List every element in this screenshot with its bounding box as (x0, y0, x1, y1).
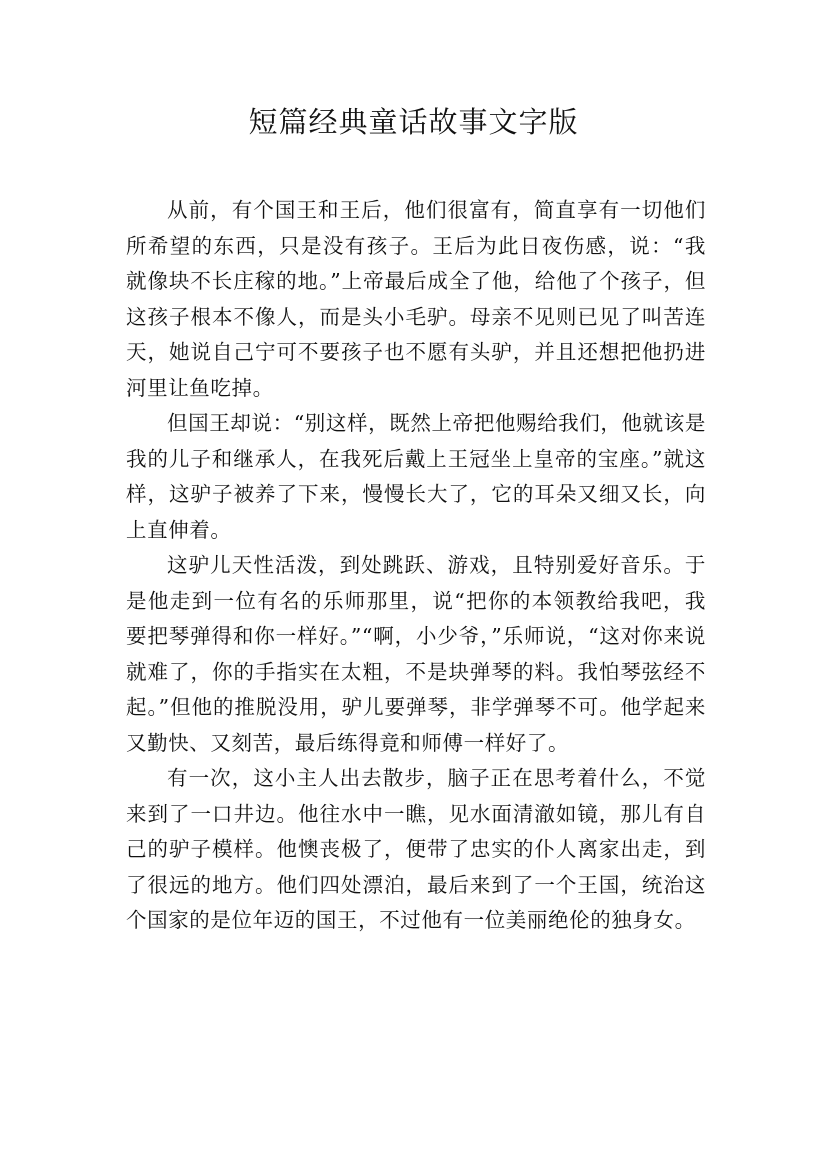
document-body (126, 193, 706, 939)
paragraph-1: 从前，有个国王和王后，他们很富有，简直享有一切他们所希望的东西，只是没有孩子。王后为此日夜伤感，说：“我就像块不长庄稼的地。”上帝最后成全了他，给他了个孩子，但这孩子根本不像人，而是头小毛驴。母亲不见则已见了叫苦连天，她说自己宁可不要孩子也不愿有头驴，并且还想把他扔进河里让鱼吃掉。 (126, 198, 706, 400)
document-title: 短篇经典童话故事文字版 (248, 105, 579, 139)
paragraph-4: 有一次，这小主人出去散步，脑子正在思考着什么，不觉来到了一口井边。他往水中一瞧，见水面清澈如镜，那儿有自己的驴子模样。他懊丧极了，便带了忠实的仆人离家出走，到了很远的地方。他们四处漂泊，最后来到了一个王国，统治这个国家的是位年迈的国王，不过他有一位美丽绝伦的独身女。 (126, 766, 706, 932)
paragraph-2: 但国王却说：“别这样，既然上帝把他赐给我们，他就该是我的儿子和继承人，在我死后戴上王冠坐上皇帝的宝座。”就这样，这驴子被养了下来，慢慢长大了，它的耳朵又细又长，向上直伸着。 (126, 411, 706, 542)
paragraph-3: 这驴儿天性活泼，到处跳跃、游戏，且特别爱好音乐。于是他走到一位有名的乐师那里，说“把你的本领教给我吧，我要把琴弹得和你一样好。”“啊，小少爷，”乐师说，“这对你来说就难了，你的手指实在太粗，不是块弹琴的料。我怕琴弦经不起。”但他的推脱没用，驴儿要弹琴，非学弹琴不可。他学起来又勤快、又刻苦，最后练得竟和师傅一样好了。 (126, 553, 706, 755)
